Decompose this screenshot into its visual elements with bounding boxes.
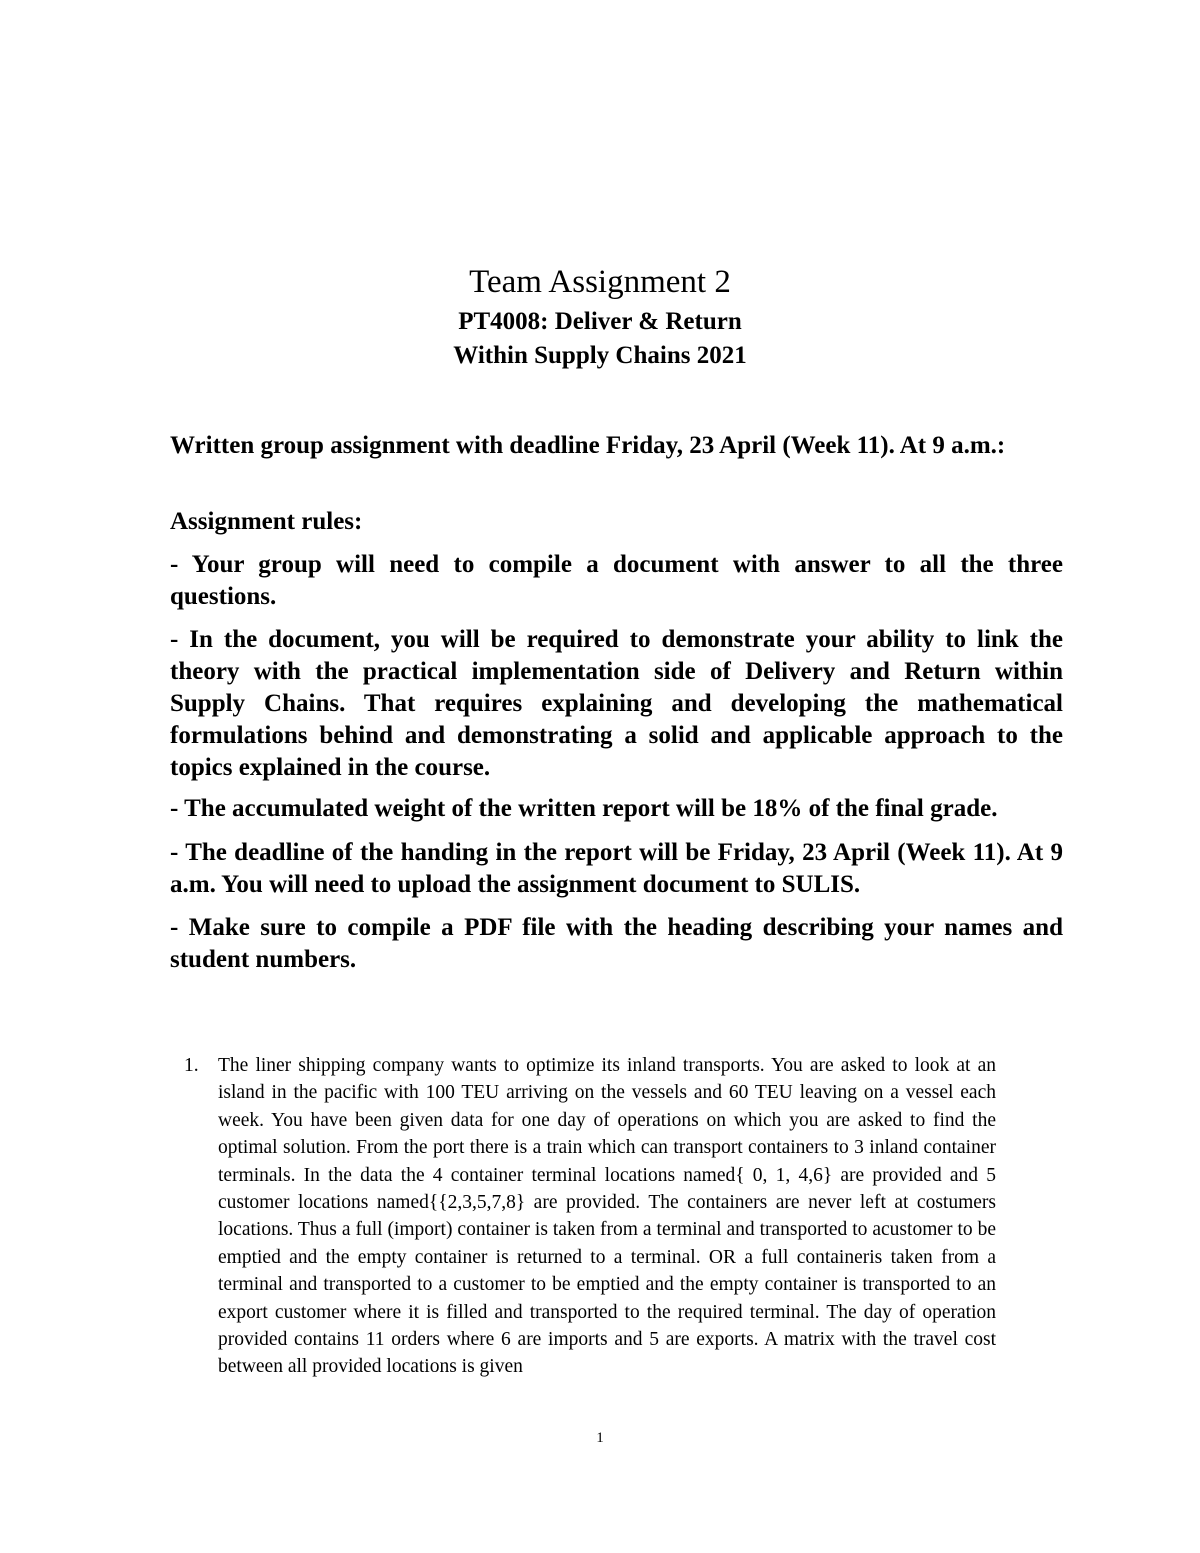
rule-item-2 bbox=[170, 624, 1063, 784]
rule-item-1 bbox=[170, 549, 1063, 613]
question-list bbox=[184, 1052, 996, 1381]
page-number: 1 bbox=[596, 1430, 604, 1446]
rule-text: - Your group will need to compile a document with answer to all the three questions. bbox=[170, 551, 1063, 610]
question-text: The liner shipping company wants to optimize its inland transports. You are asked to look at an island in the pacific with 100 TEU arriving on the vessels and 60 TEU leaving on a vessel each week. You have been given data for one day of operations on which you are asked to find the optimal solution. From the port there is a train which can transport containers to 3 inland container terminals. In the data the 4 container terminal locations named{ 0, 1, 4,6} are provided and 5 customer locations named{{2,3,5,7,8} are provided. The containers are never left at costumers locations. Thus a full (import) container is taken from a terminal and transported to acustomer to be emptied and the empty container is returned to a terminal. OR a full containeris taken from a terminal and transported to a customer to be emptied and the empty container is transported to an export customer where it is filled and transported to the required terminal. The day of operation provided contains 11 orders where 6 are imports and 5 are exports. A matrix with the travel cost between all provided locations is given bbox=[218, 1055, 996, 1378]
rule-text: - The accumulated weight of the written report will be 18% of the final grade. bbox=[170, 795, 998, 822]
question-number: 1. bbox=[184, 1055, 199, 1076]
rule-text: - Make sure to compile a PDF file with the heading describing your names and student numbers. bbox=[170, 914, 1063, 973]
rule-item-5 bbox=[170, 912, 1063, 976]
course-title-line-2: Within Supply Chains 2021 bbox=[453, 342, 747, 369]
rules-heading: Assignment rules: bbox=[170, 508, 363, 535]
rule-item-4 bbox=[170, 837, 1063, 901]
rule-text: - In the document, you will be required to demonstrate your ability to link the theory with the practical implementation side of Delivery and Return within Supply Chains. That requires explaining and developing the mathematical formulations behind and demonstrating a solid and applicable approach to the topics explained in the course. bbox=[170, 626, 1063, 781]
question-item bbox=[184, 1052, 996, 1381]
course-title-line-1: PT4008: Deliver & Return bbox=[458, 308, 742, 335]
deadline-paragraph bbox=[170, 430, 1063, 462]
rules-heading-block bbox=[170, 506, 1063, 538]
document-title: Team Assignment 2 bbox=[469, 264, 731, 300]
rule-text: - The deadline of the handing in the report will be Friday, 23 April (Week 11). At 9 a.m. You will need to upload the assignment document to SULIS. bbox=[170, 839, 1063, 898]
rule-item-3 bbox=[170, 793, 1063, 825]
deadline-text: Written group assignment with deadline Friday, 23 April (Week 11). At 9 a.m.: bbox=[170, 432, 1006, 459]
